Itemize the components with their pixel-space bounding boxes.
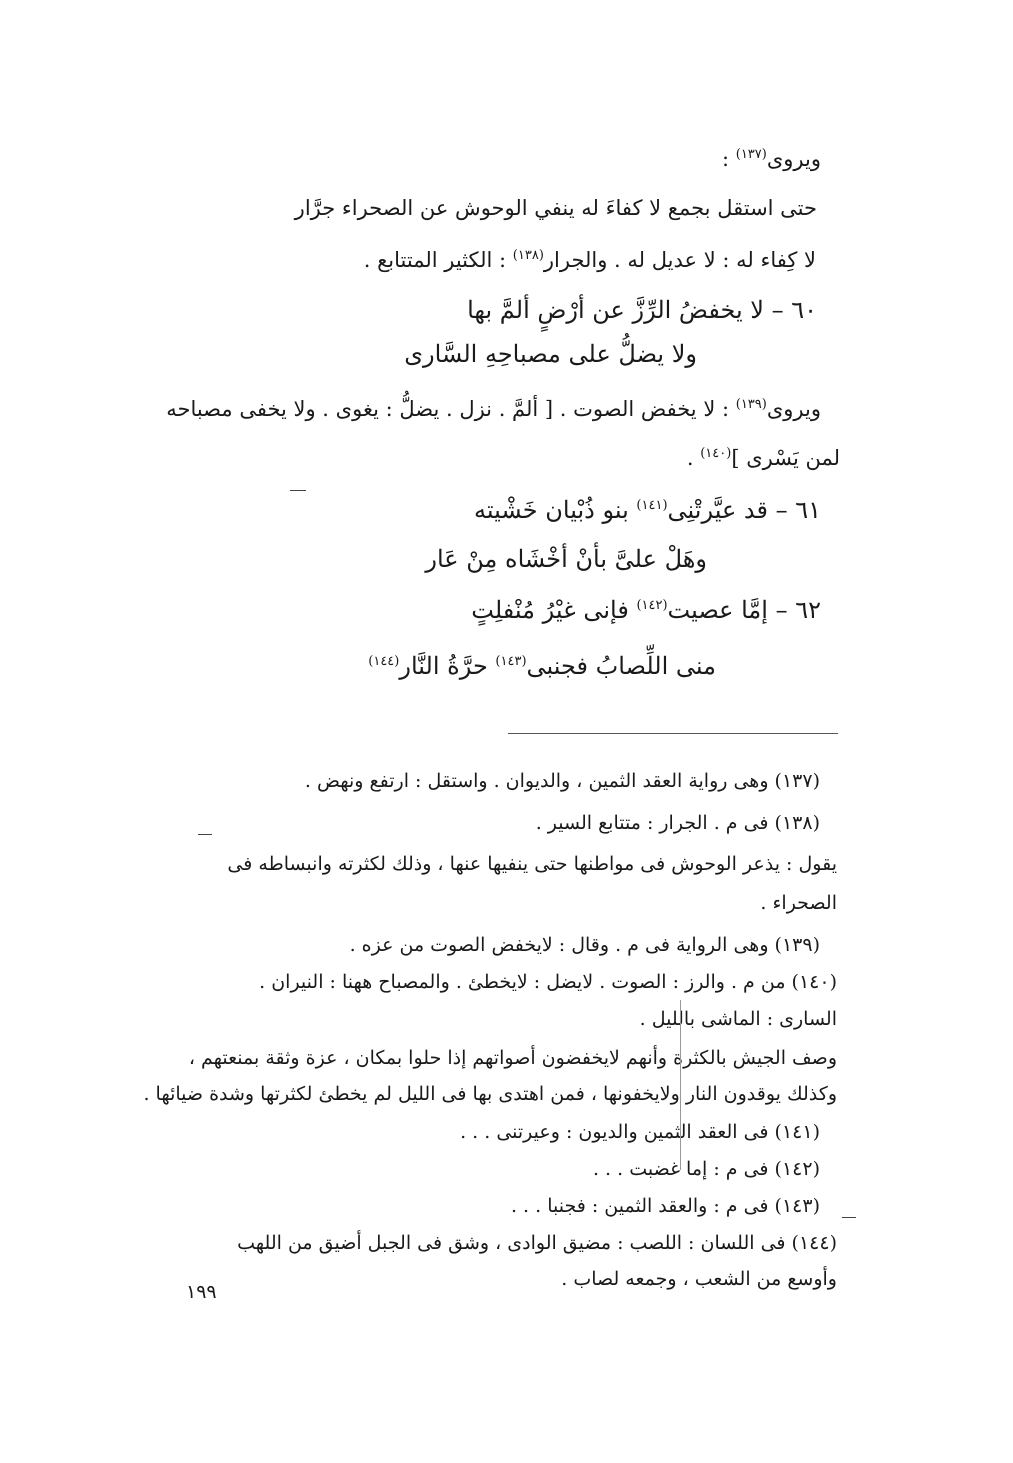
footnote-141: (١٤١) فى العقد الثمين والديون : وعيرتنى . . . [460, 1121, 820, 1143]
footnote-commentary-cont: الصحراء . [760, 892, 837, 914]
text-segment: ٦١ – قد عيَّرتْنِى [667, 496, 821, 524]
footnote-137: (١٣٧) وهى رواية العقد الثمين ، والديوان . واستقل : ارتفع ونهض . [304, 770, 820, 792]
stray-mark [290, 490, 306, 491]
text-segment: منى اللِّصابُ فجنبى [526, 652, 716, 680]
footnote-ref: (١٣٧) [735, 147, 767, 162]
footnote-ref: (١٤١) [636, 498, 668, 513]
text-segment: ويروى [766, 147, 821, 171]
scan-artifact-line [680, 1000, 681, 1170]
footnote-commentary: يقول : يذعر الوحوش فى مواطنها حتى ينفيها عنها ، وذلك لكثرته وانبساطه فى [227, 853, 837, 875]
variant-line [166, 397, 821, 421]
verse-61-first [474, 496, 821, 524]
text-segment: لمن يَسْرى ] [731, 446, 840, 470]
variant-line-cont [687, 446, 840, 470]
text-segment: : [721, 147, 730, 171]
text-segment: لا كِفاء له : لا عديل له . والجرار [543, 248, 816, 272]
footnote-commentary-2: وصف الجيش بالكثرة وأنهم لايخفضون أصواتهم إذا حلوا بمكان ، عزة وثقة بمنعتهم ، [188, 1047, 837, 1069]
text-segment: . [686, 446, 694, 470]
verse-60-first: ٦٠ – لا يخفضُ الرِّزَّ عن أرْضٍ ألمَّ بها [467, 296, 817, 324]
page-number: ١٩٩ [186, 1281, 217, 1303]
footnote-138: (١٣٨) فى م . الجرار : متتابع السير . [535, 812, 820, 834]
footnote-divider [508, 733, 838, 734]
footnote-ref: (١٤٤) [368, 654, 400, 669]
text-segment: ويروى [766, 397, 821, 421]
verse-62-first [471, 596, 821, 624]
text-segment: : الكثير المتتابع . [363, 248, 507, 272]
text-segment: حرَّةُ النَّار [399, 652, 488, 680]
footnote-144: (١٤٤) فى اللسان : اللصب : مضيق الوادى ، وشق فى الجبل أضيق من اللهب [237, 1232, 837, 1254]
text-line-1 [722, 147, 821, 171]
verse-60-second: ولا يضلُّ على مصباحِهِ السَّارى [404, 340, 697, 368]
text-segment: ٦٢ – إمَّا عصيت [667, 596, 821, 624]
footnote-ref: (١٣٨) [512, 248, 544, 263]
text-segment: : لا يخفض الصوت . [ ألمَّ . نزل . يضلُّ : يغوى . ولا يخفى مصباحه [166, 397, 730, 421]
text-segment: فإنى غيْرُ مُنْفلِتٍ [471, 596, 629, 624]
footnote-143: (١٤٣) فى م : والعقد الثمين : فجنبا . . . [510, 1195, 820, 1217]
footnote-ref: (١٤٣) [495, 654, 527, 669]
footnote-144-cont: وأوسع من الشعب ، وجمعه لصاب . [561, 1268, 837, 1290]
gloss-line [364, 248, 816, 272]
footnote-commentary-2-cont: وكذلك يوقدون النار ولايخفونها ، فمن اهتدى بها فى الليل لم يخطئ لكثرتها وشدة ضيائها . [143, 1083, 837, 1105]
footnote-ref: (١٤٠) [700, 446, 732, 461]
text-segment: بنو ذُبْيان خَشْيته [474, 496, 629, 524]
verse-line-intro: حتى استقل بجمع لا كفاءَ له ينفي الوحوش عن الصحراء جرَّار [294, 196, 817, 220]
footnote-140: (١٤٠) من م . والرز : الصوت . لايضل : لايخطئ . والمصباح ههنا : النيران . [259, 971, 837, 993]
stray-mark [198, 834, 212, 835]
footnote-142: (١٤٢) فى م : إما غضبت . . . [592, 1158, 820, 1180]
verse-61-second: وهَلْ علىَّ بأنْ أخْشَاه مِنْ عَار [425, 545, 707, 573]
footnote-139: (١٣٩) وهى الرواية فى م . وقال : لايخفض الصوت من عزه . [349, 934, 820, 956]
footnote-ref: (١٣٩) [735, 397, 767, 412]
footnote-ref: (١٤٢) [636, 598, 668, 613]
verse-62-second [368, 652, 716, 680]
stray-mark [842, 1217, 856, 1218]
footnote-140-cont: السارى : الماشى بالليل . [639, 1008, 837, 1030]
